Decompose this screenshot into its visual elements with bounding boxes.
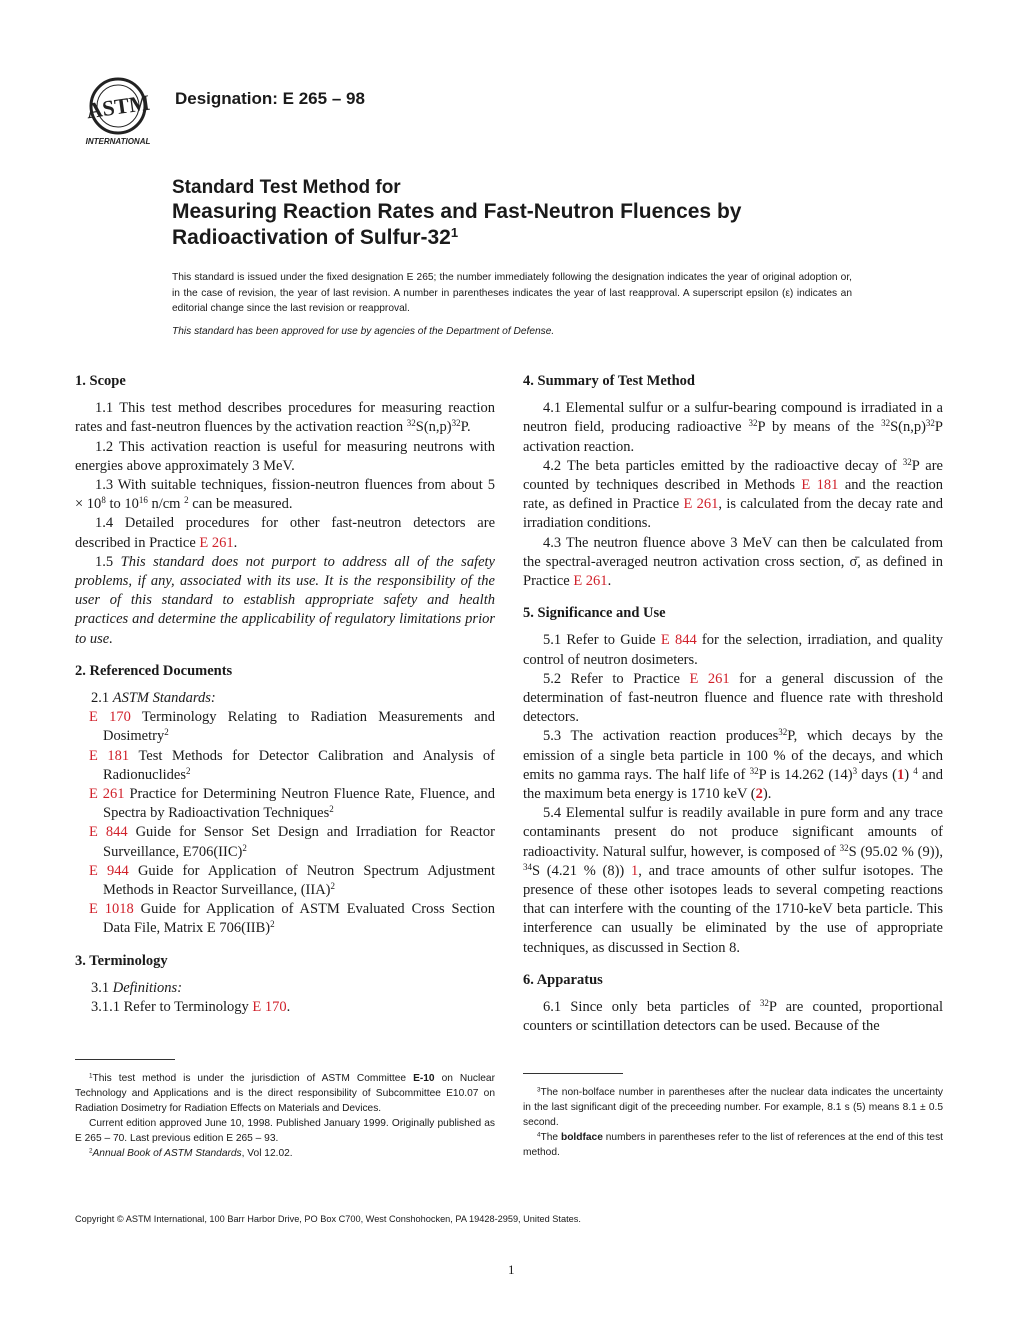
link-e844[interactable]: E 844 <box>89 824 128 841</box>
page-number: 1 <box>508 1262 515 1277</box>
footnote-2: $^2$Annual Book of ASTM Standards, Vol 12.02. <box>89 1147 293 1159</box>
link-e261[interactable]: E 261 <box>683 496 719 513</box>
link-e170[interactable]: E 170 <box>252 999 287 1016</box>
section-heading-scope: 1. Scope <box>75 373 126 389</box>
reference-item: E 170 Terminology Relating to Radiation Measurements and Dosimetry$^2$ <box>89 709 496 745</box>
paragraph-1-2: 1.2 This activation reaction is useful for measuring neutrons with energies above approximately 3 MeV. <box>75 438 495 474</box>
paragraph-1-1: 1.1 This test method describes procedures for measuring reaction rates and fast-neutron fluences by the activation reaction $^{32}S(n,p)^{32}P$. <box>75 400 495 436</box>
link-e261[interactable]: E 261 <box>689 670 730 687</box>
paragraph-6-1: 6.1 Since only beta particles of $^{32}$P are counted, proportional counters or scintillation detectors can be used. Because of the <box>523 998 943 1035</box>
link-e261[interactable]: E 261 <box>573 573 608 590</box>
subsection-definitions: 3.1 Definitions: <box>91 979 183 996</box>
svg-text:ASTM: ASTM <box>84 89 152 124</box>
section-heading-apparatus: 6. Apparatus <box>523 971 603 988</box>
footnote-divider <box>523 1073 623 1074</box>
reference-item: E 181 Test Methods for Detector Calibration and Analysis of Radionuclides$^2$ <box>89 747 495 783</box>
footnote-4: $^4$The boldface numbers in parentheses refer to the list of references at the end of this test method. <box>523 1131 943 1158</box>
paragraph-4-1: 4.1 Elemental sulfur or a sulfur-bearing compound is irradiated in a neutron field, producing radioactive $^{32}$P by means of the $^{32}S(n,p)^{32}P$ activation reaction. <box>523 400 943 455</box>
link-e181[interactable]: E 181 <box>801 477 839 494</box>
footnotes-left <box>75 1071 495 1161</box>
subsection-astm-standards: 2.1 ASTM Standards: <box>91 690 216 707</box>
footnote-1: $^1$This test method is under the jurisdiction of ASTM Committee E-10 on Nuclear Technology and Applications and is the direct responsibility of Subcommittee E10.07 on Radiation Dosimetry for Radiation Effects on Materials and Devices. <box>75 1072 495 1114</box>
paragraph-4-2: 4.2 The beta particles emitted by the radioactive decay of $^{32}$P are counted by techniques described in Methods E 181 and the reaction rate, as defined in Practice E 261, is calculated from the decay rate and irradiation conditions. <box>523 456 943 532</box>
reference-link-2[interactable]: 2 <box>755 786 763 803</box>
reference-item: E 1018 Guide for Application of ASTM Evaluated Cross Section Data File, Matrix E 706(IIB)$^2$ <box>89 901 495 937</box>
approval-note: This standard has been approved for use by agencies of the Department of Defense. <box>172 326 555 337</box>
reference-link-1[interactable]: 1 <box>896 766 905 783</box>
paragraph-5-4: 5.4 Elemental sulfur is readily available in pure form and any trace contaminants present do not produce significant amounts of radioactivity. Natural sulfur, however, is composed of $^{32}$S (95.02 % (9)), $^{34}$S (4.21 % (8)) 1, and trace amounts of other sulfur isotopes. The presence of these other isotopes leads to several competing reactions that can interfere with the counting of the 1710-keV beta particle. This interference can usually be eliminated by the use of appropriate techniques, as discussed in Section 8. <box>523 805 943 956</box>
reference-item: E 944 Guide for Application of Neutron Spectrum Adjustment Methods in Reactor Surveillance, (IIA)$^2$ <box>89 862 495 899</box>
paragraph-1-3: 1.3 With suitable techniques, fission-neutron fluences from about $5 \times 10^8$ to $10^{16}$ n/cm $^2$ can be measured. <box>75 477 495 513</box>
paragraph-5-2: 5.2 Refer to Practice E 261 for a general discussion of the determination of fast-neutron fluence and fluence rate with threshold detectors. <box>523 670 943 726</box>
section-heading-referenced-documents: 2. Referenced Documents <box>75 662 233 679</box>
link-e181[interactable]: E 181 <box>89 747 130 764</box>
section-heading-summary: 4. Summary of Test Method <box>523 373 695 389</box>
link-e170[interactable]: E 170 <box>89 709 131 726</box>
paragraph-5-1: 5.1 Refer to Guide E 844 for the selection, irradiation, and quality control of neutron dosimeters. <box>523 632 943 668</box>
link-e261[interactable]: E 261 <box>199 534 234 551</box>
svg-text:INTERNATIONAL: INTERNATIONAL <box>85 137 151 146</box>
astm-logo-icon <box>76 76 160 148</box>
reference-link-1[interactable]: 1 <box>630 862 639 879</box>
reference-item: E 261 Practice for Determining Neutron Fluence Rate, Fluence, and Spectra by Radioactivation Techniques$^2$ <box>89 786 495 822</box>
paragraph-1-5: 1.5 This standard does not purport to address all of the safety problems, if any, associated with its use. It is the responsibility of the user of this standard to establish appropriate safety and health practices and determine the applicability of regulatory limitations prior to use. <box>75 553 495 647</box>
section-heading-significance: 5. Significance and Use <box>523 605 666 622</box>
right-column <box>523 372 943 1037</box>
footnote-divider <box>75 1059 175 1060</box>
footnote-3: $^3$The non-bolface number in parentheses after the nuclear data indicates the uncertainty in the last significant digit of the preceeding number. For example, 8.1 s (5) means 8.1 ± 0.5 second. <box>523 1086 943 1128</box>
paragraph-3-1-1: 3.1.1 Refer to Terminology E 170. <box>91 999 291 1016</box>
footnotes-right <box>523 1085 943 1160</box>
link-e944[interactable]: E 944 <box>89 862 129 879</box>
left-column <box>75 372 495 1017</box>
designation: Designation: E 265 – 98 <box>175 89 365 108</box>
section-heading-terminology: 3. Terminology <box>75 952 168 969</box>
standard-notice: This standard is issued under the fixed designation E 265; the number immediately following the designation indicates the year of original adoption or, in the case of revision, the year of last revision. A number in parentheses indicates the year of last reapproval. A superscript epsilon (ε) indicates an editorial change since the last revision or reapproval. <box>172 272 852 315</box>
link-e261[interactable]: E 261 <box>89 786 125 803</box>
link-e844[interactable]: E 844 <box>660 632 697 649</box>
paragraph-4-3: 4.3 The neutron fluence above 3 MeV can then be calculated from the spectral-averaged neutron activation cross section, σ̄, as defined in Practice E 261. <box>523 534 943 590</box>
copyright-notice: Copyright © ASTM International, 100 Barr Harbor Drive, PO Box C700, West Conshohocken, PA 19428-2959, United States. <box>75 1214 581 1224</box>
reference-item: E 844 Guide for Sensor Set Design and Irradiation for Reactor Surveillance, E706(IIC)$^2$ <box>89 824 495 860</box>
footnote-1-edition: Current edition approved June 10, 1998. Published January 1999. Originally published as E 265 – 70. Last previous edition E 265 – 93. <box>75 1118 495 1144</box>
link-e1018[interactable]: E 1018 <box>89 901 134 918</box>
paragraph-5-3: 5.3 The activation reaction produces$^{32}$P, which decays by the emission of a single beta particle in 100 % of the decays, and which emits no gamma rays. The half life of $^{32}$P is 14.262 $(14)^3$ days (1) $^4$ and the maximum beta energy is 1710 keV (2). <box>523 727 943 803</box>
title-footnote-mark: 1 <box>450 224 459 240</box>
title-line-2: Measuring Reaction Rates and Fast-Neutron Fluences by Radioactivation of Sulfur-$32^1$ <box>172 200 742 249</box>
document-title <box>172 176 872 251</box>
title-line-1: Standard Test Method for <box>172 177 401 198</box>
astm-logo <box>76 76 160 148</box>
paragraph-1-4: 1.4 Detailed procedures for other fast-neutron detectors are described in Practice E 261. <box>75 515 495 551</box>
